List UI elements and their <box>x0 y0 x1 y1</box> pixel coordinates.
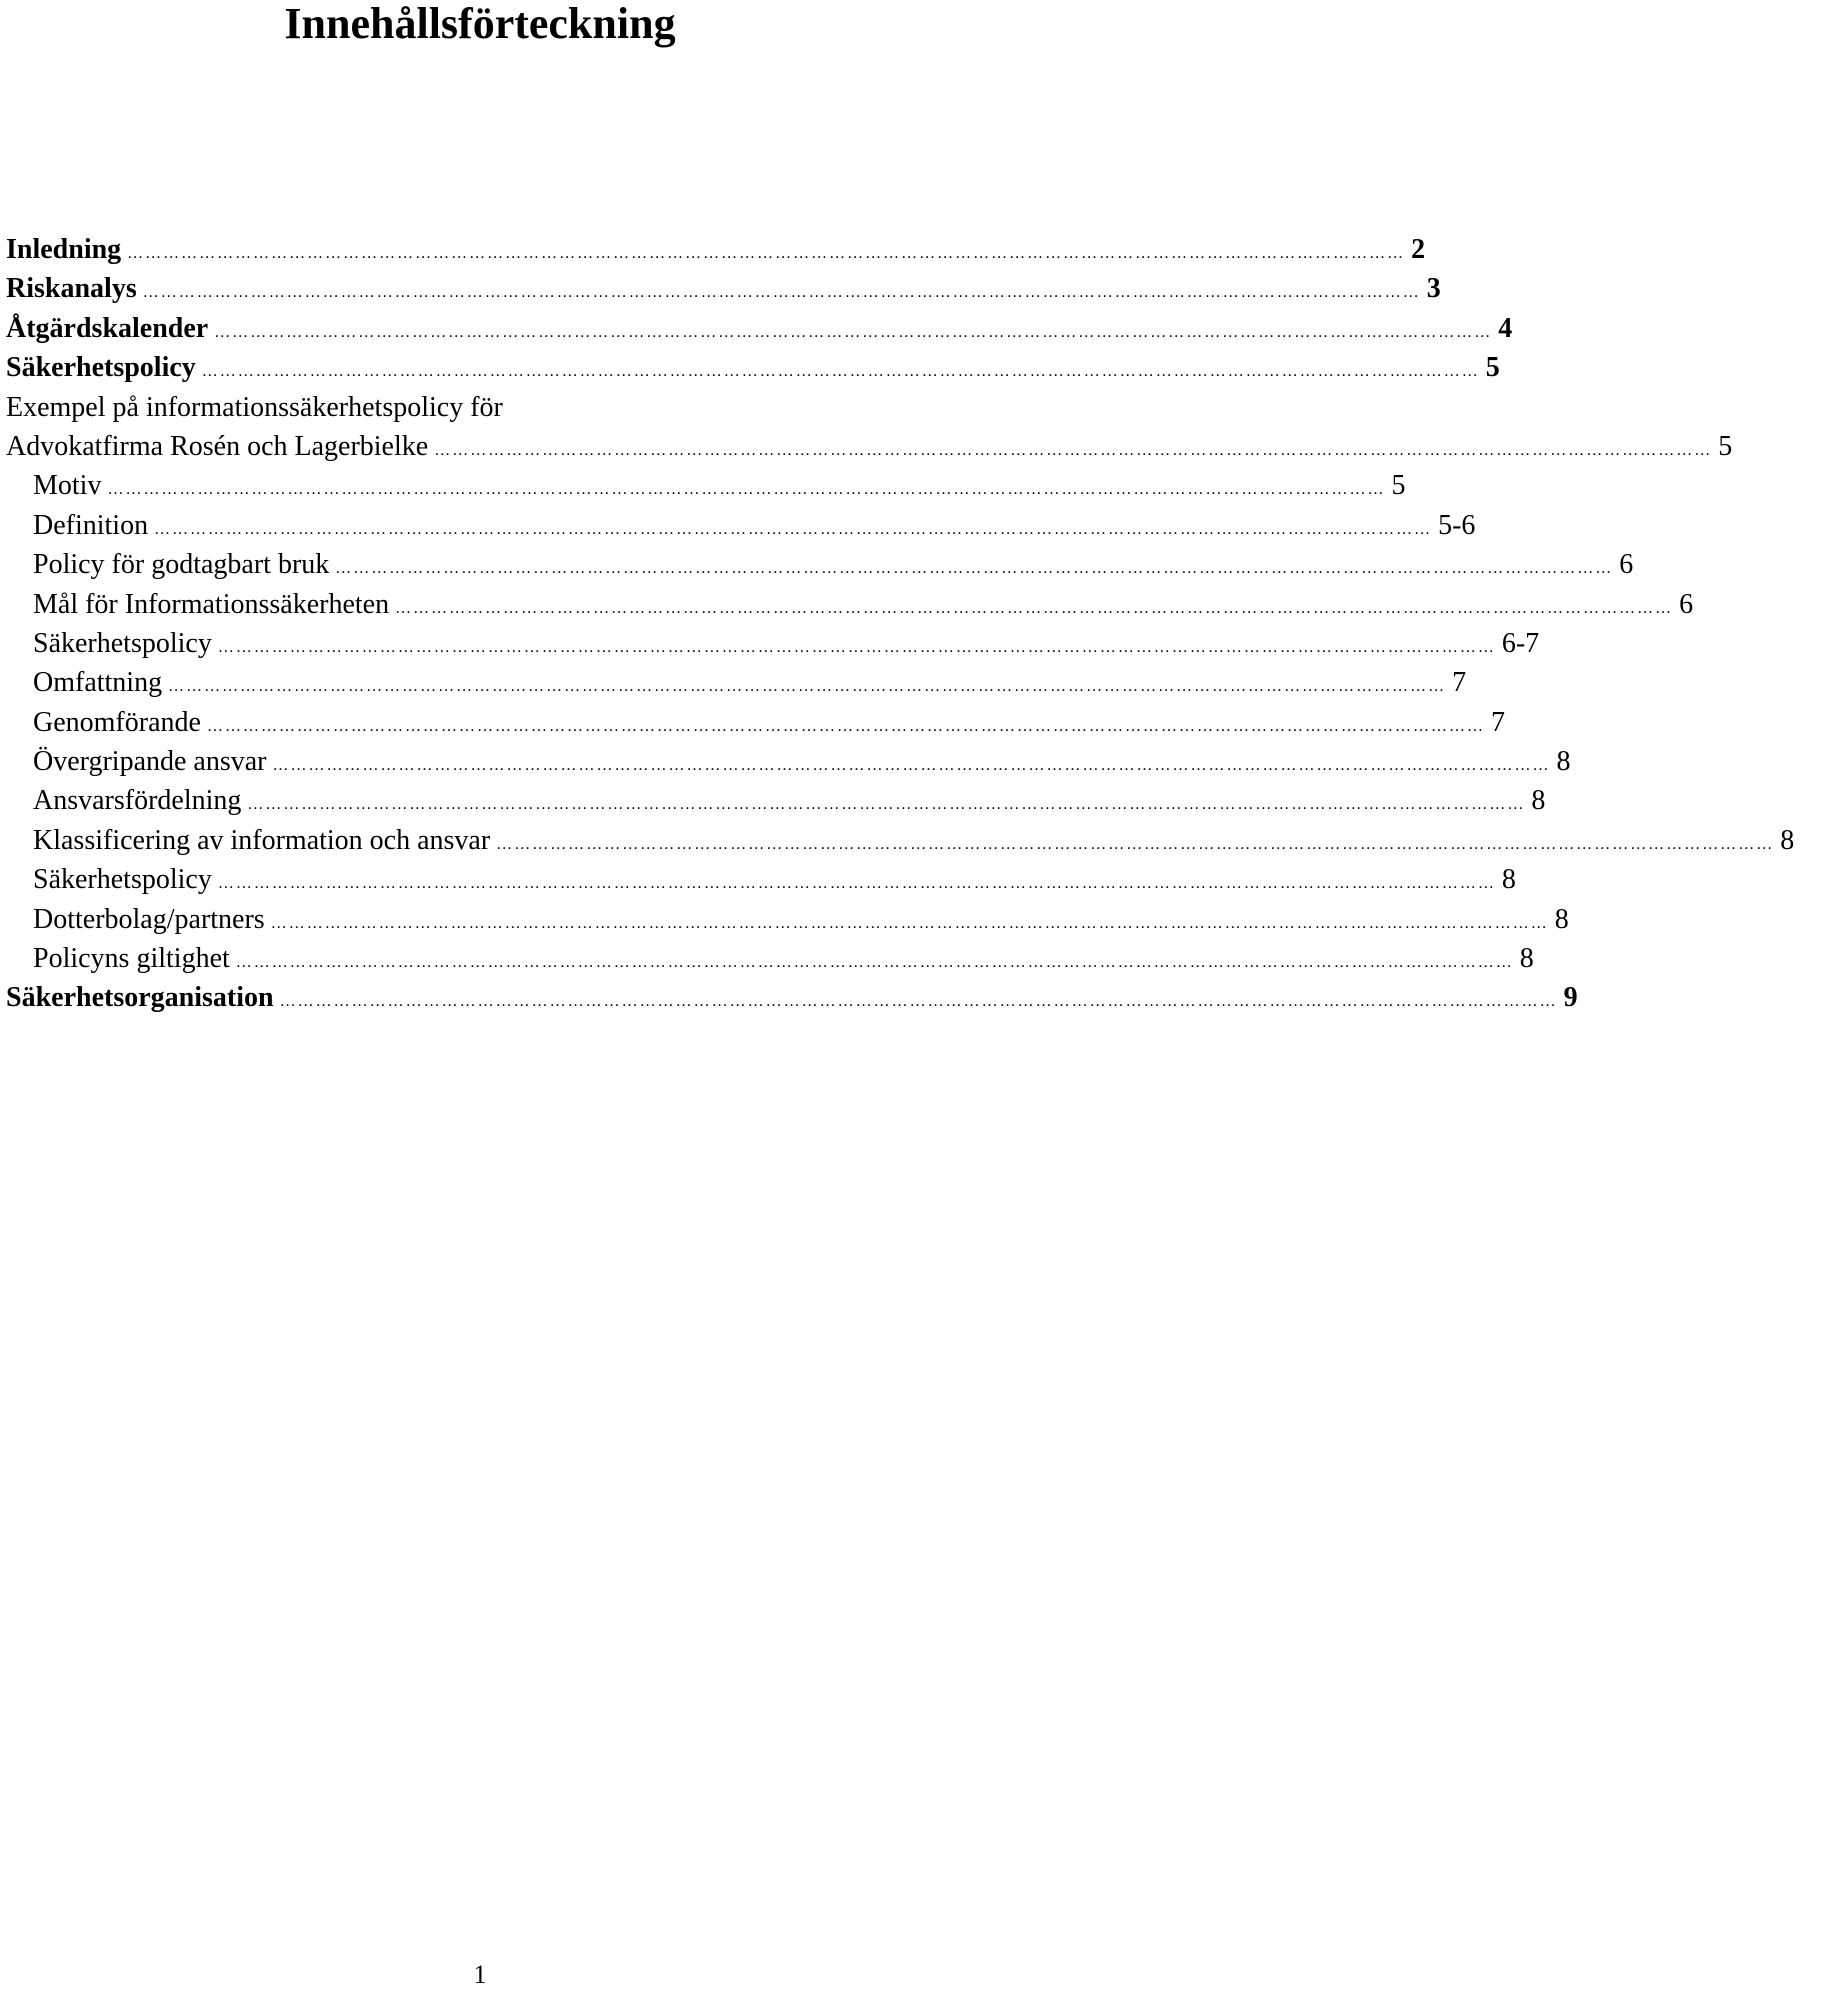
toc-entry-page: 7 <box>1490 706 1505 738</box>
toc-dot-leader: …………………………………………………………………………………………………………………………………………………………………………………………… <box>270 914 1549 932</box>
toc-dot-leader: …………………………………………………………………………………………………………………………………………………………………………………………… <box>496 835 1775 853</box>
toc-entry-label: Definition <box>33 509 149 541</box>
toc-dot-leader: …………………………………………………………………………………………………………………………………………………………………………………………… <box>235 954 1514 972</box>
toc-dot-leader: …………………………………………………………………………………………………………………………………………………………………………………………… <box>217 875 1496 893</box>
page-number: 1 <box>473 1960 487 1989</box>
toc-dot-leader: …………………………………………………………………………………………………………………………………………………………………………………………… <box>201 363 1480 381</box>
toc-entry-label: Klassificering av information och ansvar <box>33 824 491 856</box>
toc-entry-label: Riskanalys <box>6 273 137 305</box>
toc-entry <box>6 978 1578 1017</box>
toc-entry <box>6 900 1569 939</box>
toc-dot-leader: …………………………………………………………………………………………………………………………………………………………………………………………… <box>154 520 1433 538</box>
toc-entry <box>6 624 1540 663</box>
toc-entry-page: 6 <box>1619 549 1634 581</box>
toc-entry-label: Dotterbolag/partners <box>33 903 265 935</box>
page-title: Innehållsförteckning <box>284 0 676 48</box>
toc-entry-label: Säkerhetspolicy <box>33 864 212 896</box>
toc-entry-label: Ansvarsfördelning <box>33 785 242 817</box>
toc-dot-leader: …………………………………………………………………………………………………………………………………………………………………………………………… <box>214 323 1493 341</box>
toc-dot-leader: …………………………………………………………………………………………………………………………………………………………………………………………… <box>272 757 1551 775</box>
toc-entry-page: 6-7 <box>1501 627 1540 659</box>
toc-entry-label: Omfattning <box>33 667 163 699</box>
toc-dot-leader: …………………………………………………………………………………………………………………………………………………………………………………………… <box>107 481 1386 499</box>
toc-entry-label: Säkerhetsorganisation <box>6 982 274 1014</box>
toc-dot-leader: …………………………………………………………………………………………………………………………………………………………………………………………… <box>434 441 1713 459</box>
toc-entry <box>6 860 1516 899</box>
toc-entry-label: Inledning <box>6 234 122 265</box>
toc-entry-page: 9 <box>1563 982 1578 1014</box>
toc-entry <box>6 309 1513 348</box>
toc-entry-page: 8 <box>1531 785 1546 817</box>
toc-entry <box>6 506 1476 545</box>
toc-entry-label: Åtgärdskalender <box>6 312 209 344</box>
toc-entry-page: 8 <box>1556 746 1571 778</box>
toc-entry-label: Policyns giltighet <box>33 943 230 975</box>
toc-entry-page: 3 <box>1426 273 1441 305</box>
toc-entry <box>6 939 1534 978</box>
toc-entry-page: 8 <box>1554 903 1569 935</box>
toc-entry-page: 5-6 <box>1438 509 1476 541</box>
toc-dot-leader: …………………………………………………………………………………………………………………………………………………………………………………………… <box>142 284 1421 302</box>
toc-entry-label: Exempel på informationssäkerhetspolicy för <box>6 391 503 423</box>
toc-dot-leader: …………………………………………………………………………………………………………………………………………………………………………………………… <box>206 717 1485 735</box>
toc-entry-label: Genomförande <box>33 706 201 738</box>
toc-entry <box>6 388 958 427</box>
toc-entry-label: Advokatfirma Rosén och Lagerbielke <box>6 430 429 462</box>
toc-entry <box>6 427 1733 466</box>
toc-entry-label: Säkerhetspolicy <box>6 352 196 384</box>
toc-dot-leader: …………………………………………………………………………………………………………………………………………………………………………………………… <box>127 245 1406 262</box>
toc-entry <box>6 348 1500 387</box>
toc-dot-leader: …………………………………………………………………………………………………………………………………………………………………………………………… <box>247 796 1526 814</box>
toc-entry <box>6 821 1795 860</box>
toc-entry <box>6 742 1571 781</box>
toc-entry-label: Motiv <box>33 470 102 502</box>
toc-entry-label: Säkerhetspolicy <box>33 627 212 659</box>
toc-dot-leader: …………………………………………………………………………………………………………………………………………………………………………………………… <box>168 678 1447 696</box>
toc-entry-label: Övergripande ansvar <box>33 746 267 778</box>
toc-entry <box>6 585 1694 624</box>
toc-entry-page: 4 <box>1498 312 1513 344</box>
toc-entry-page: 5 <box>1485 352 1500 384</box>
toc-entry-page: 7 <box>1452 667 1467 699</box>
table-of-contents <box>6 230 1795 1018</box>
toc-dot-leader: …………………………………………………………………………………………………………………………………………………………………………………………… <box>395 599 1674 617</box>
toc-entry <box>6 663 1467 702</box>
toc-dot-leader: …………………………………………………………………………………………………………………………………………………………………………………………… <box>335 560 1614 578</box>
toc-dot-leader: …………………………………………………………………………………………………………………………………………………………………………………………… <box>217 638 1496 656</box>
toc-entry-page: 8 <box>1519 943 1534 975</box>
toc-entry-label: Mål för Informationssäkerheten <box>33 588 390 620</box>
toc-entry-page: 2 <box>1411 234 1426 265</box>
toc-entry <box>6 781 1546 820</box>
toc-entry-page: 5 <box>1391 470 1406 502</box>
toc-entry <box>6 466 1406 505</box>
toc-entry <box>6 703 1505 742</box>
toc-dot-leader: …………………………………………………………………………………………………………………………………………………………………………………………… <box>279 993 1558 1011</box>
toc-entry <box>6 545 1634 584</box>
toc-entry <box>6 230 1426 269</box>
toc-entry-page: 5 <box>1718 430 1733 462</box>
toc-entry-page: 6 <box>1679 588 1694 620</box>
toc-entry-page: 8 <box>1780 824 1795 856</box>
toc-entry-label: Policy för godtagbart bruk <box>33 549 330 581</box>
toc-entry <box>6 269 1441 308</box>
toc-entry-page: 8 <box>1501 864 1516 896</box>
